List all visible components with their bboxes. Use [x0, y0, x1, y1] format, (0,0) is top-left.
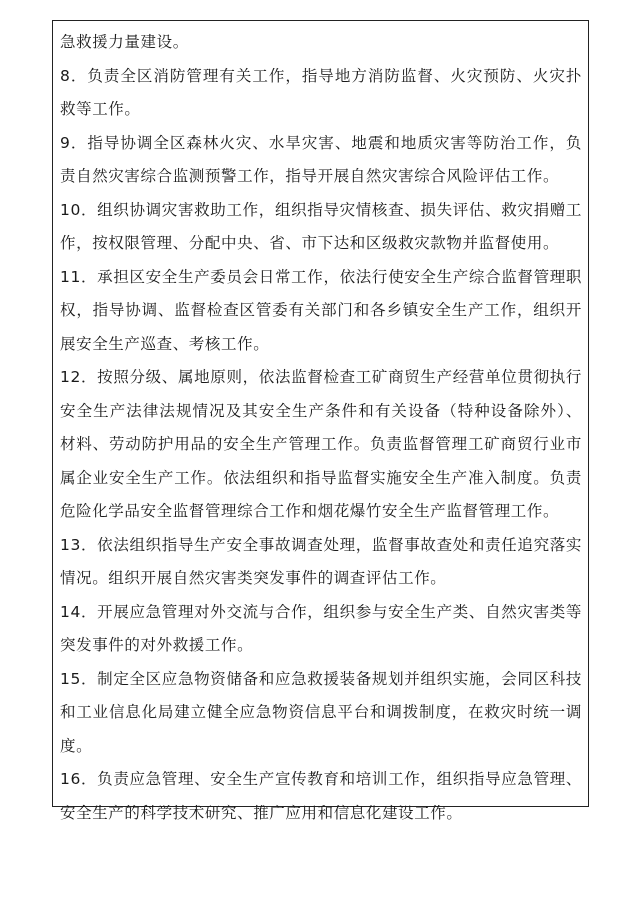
paragraph-item-8: 8．负责全区消防管理有关工作，指导地方消防监督、火灾预防、火灾扑救等工作。 [60, 66, 582, 118]
paragraph-item-12: 12．按照分级、属地原则，依法监督检查工矿商贸生产经营单位贯彻执行安全生产法律法规情况及其安全生产条件和有关设备（特种设备除外）、材料、劳动防护用品的安全生产管理工作。负责监督管理工矿商贸行业市属企业安全生产工作。依法组织和指导监督实施安全生产准入制度。负责危险化学品安全监督管理综合工作和烟花爆竹安全生产监督管理工作。 [60, 368, 582, 520]
paragraph-item-10: 10．组织协调灾害救助工作，组织指导灾情核查、损失评估、救灾捐赠工作，按权限管理、分配中央、省、市下达和区级救灾款物并监督使用。 [60, 200, 582, 252]
duties-list [60, 26, 582, 830]
paragraph-item-9: 9．指导协调全区森林火灾、水旱灾害、地震和地质灾害等防治工作，负责自然灾害综合监测预警工作，指导开展自然灾害综合风险评估工作。 [60, 133, 582, 185]
paragraph-item-13: 13．依法组织指导生产安全事故调查处理，监督事故查处和责任追究落实情况。组织开展自然灾害类突发事件的调查评估工作。 [60, 535, 582, 587]
paragraph-continuation: 急救援力量建设。 [60, 33, 189, 51]
paragraph-item-15: 15．制定全区应急物资储备和应急救援装备规划并组织实施，会同区科技和工业信息化局建立健全应急物资信息平台和调拨制度，在救灾时统一调度。 [60, 669, 582, 755]
paragraph-item-16: 16．负责应急管理、安全生产宣传教育和培训工作，组织指导应急管理、安全生产的科学技术研究、推广应用和信息化建设工作。 [60, 770, 582, 822]
paragraph-item-11: 11．承担区安全生产委员会日常工作，依法行使安全生产综合监督管理职权，指导协调、监督检查区管委有关部门和各乡镇安全生产工作，组织开展安全生产巡查、考核工作。 [60, 267, 582, 353]
paragraph-item-14: 14．开展应急管理对外交流与合作，组织参与安全生产类、自然灾害类等突发事件的对外救援工作。 [60, 602, 582, 654]
